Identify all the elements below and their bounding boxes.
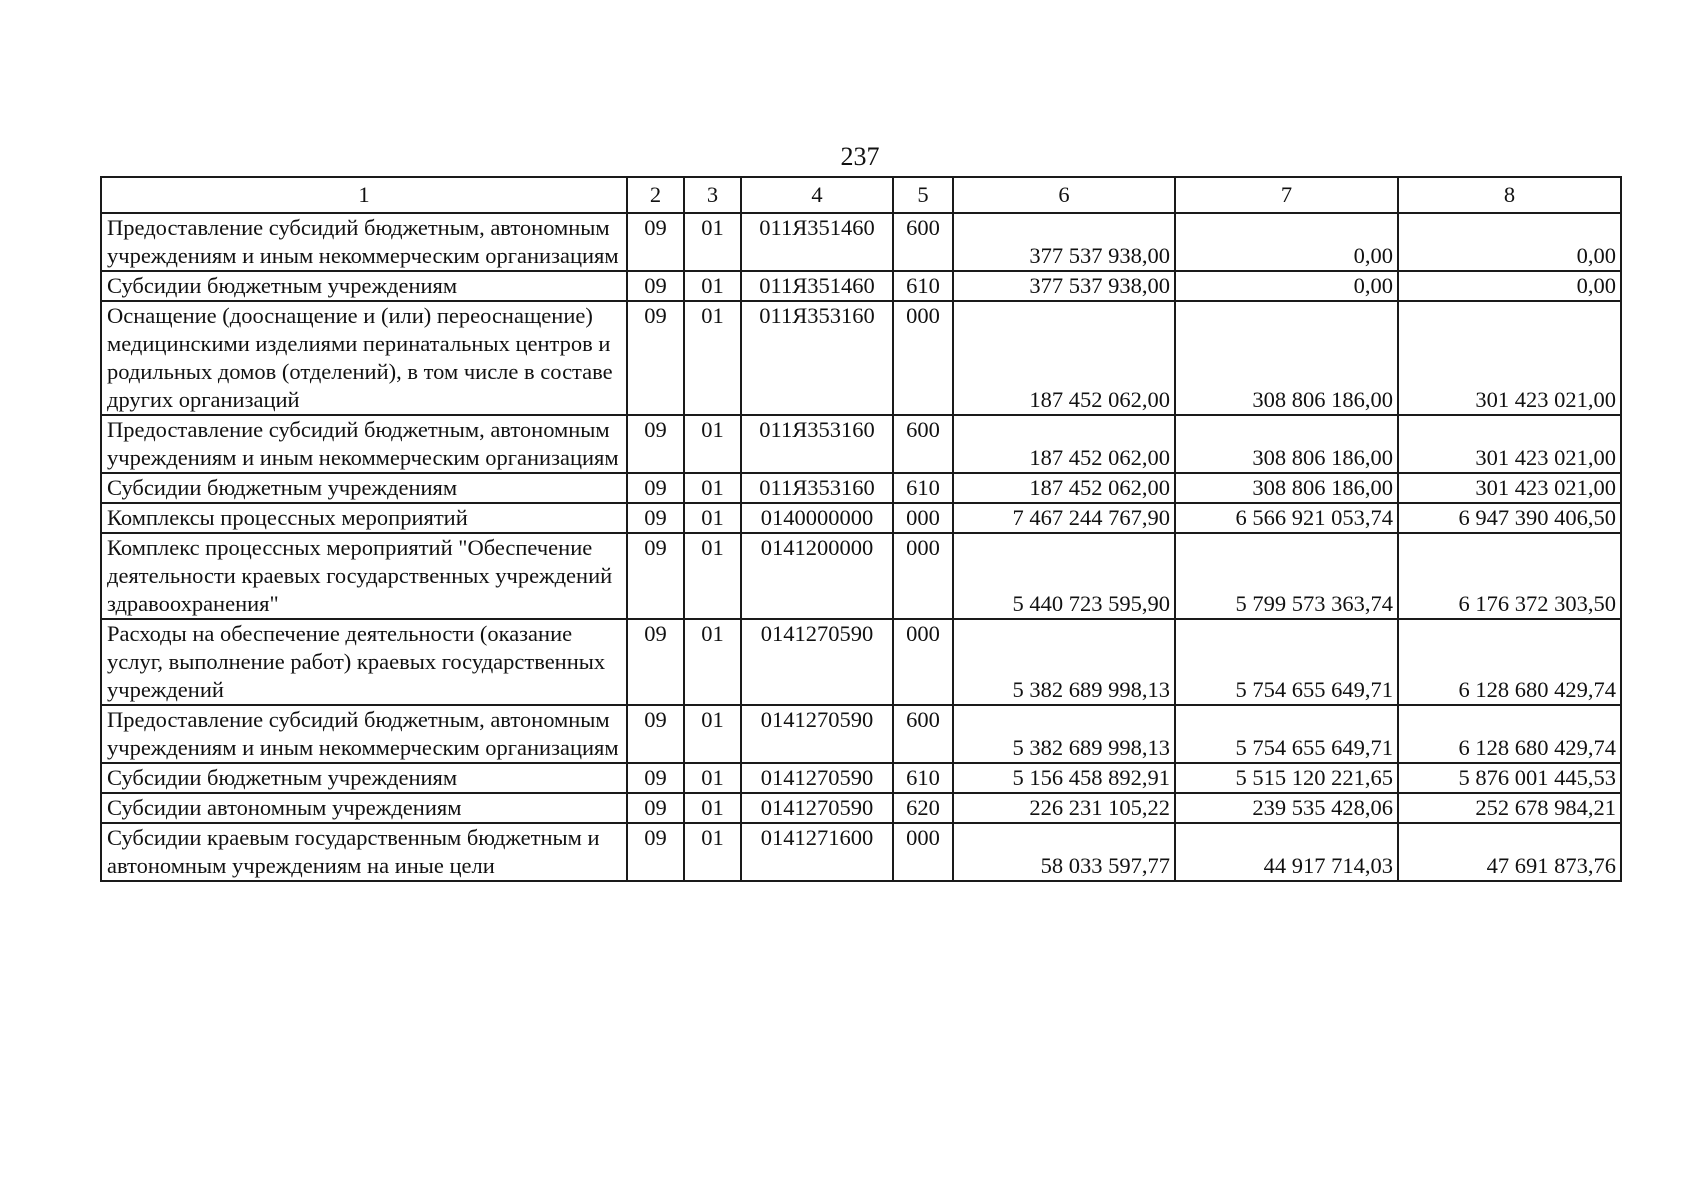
table-row xyxy=(101,533,1621,619)
row-name: Расходы на обеспечение деятельности (оказание услуг, выполнение работ) краевых государственных учреждений xyxy=(101,619,627,705)
row-expense-type: 600 xyxy=(893,213,953,271)
budget-table xyxy=(100,176,1622,882)
row-subsection: 01 xyxy=(684,823,741,881)
row-amount-col7: 5 515 120 221,65 xyxy=(1175,763,1398,793)
row-section: 09 xyxy=(627,533,684,619)
row-target-article: 011Я351460 xyxy=(741,213,893,271)
table-row xyxy=(101,503,1621,533)
table-row xyxy=(101,793,1621,823)
row-section: 09 xyxy=(627,503,684,533)
row-target-article: 0141270590 xyxy=(741,793,893,823)
row-section: 09 xyxy=(627,823,684,881)
row-expense-type: 610 xyxy=(893,271,953,301)
row-amount-col8: 6 128 680 429,74 xyxy=(1398,705,1621,763)
row-expense-type: 000 xyxy=(893,503,953,533)
row-expense-type: 620 xyxy=(893,793,953,823)
row-subsection: 01 xyxy=(684,619,741,705)
row-expense-type: 000 xyxy=(893,619,953,705)
row-section: 09 xyxy=(627,705,684,763)
table-row xyxy=(101,473,1621,503)
row-amount-col6: 5 440 723 595,90 xyxy=(953,533,1175,619)
row-amount-col6: 187 452 062,00 xyxy=(953,473,1175,503)
row-subsection: 01 xyxy=(684,415,741,473)
row-name: Субсидии автономным учреждениям xyxy=(101,793,627,823)
row-amount-col6: 187 452 062,00 xyxy=(953,301,1175,415)
row-amount-col8: 6 176 372 303,50 xyxy=(1398,533,1621,619)
row-section: 09 xyxy=(627,763,684,793)
row-target-article: 011Я353160 xyxy=(741,301,893,415)
row-amount-col6: 7 467 244 767,90 xyxy=(953,503,1175,533)
row-section: 09 xyxy=(627,271,684,301)
row-section: 09 xyxy=(627,793,684,823)
row-expense-type: 000 xyxy=(893,301,953,415)
row-amount-col8: 6 947 390 406,50 xyxy=(1398,503,1621,533)
row-subsection: 01 xyxy=(684,473,741,503)
row-name: Комплексы процессных мероприятий xyxy=(101,503,627,533)
row-amount-col8: 6 128 680 429,74 xyxy=(1398,619,1621,705)
row-section: 09 xyxy=(627,619,684,705)
row-subsection: 01 xyxy=(684,213,741,271)
row-section: 09 xyxy=(627,415,684,473)
row-amount-col7: 0,00 xyxy=(1175,271,1398,301)
row-subsection: 01 xyxy=(684,301,741,415)
table-row xyxy=(101,823,1621,881)
row-name: Субсидии бюджетным учреждениям xyxy=(101,271,627,301)
row-amount-col7: 308 806 186,00 xyxy=(1175,473,1398,503)
row-amount-col6: 5 382 689 998,13 xyxy=(953,619,1175,705)
row-amount-col6: 187 452 062,00 xyxy=(953,415,1175,473)
row-subsection: 01 xyxy=(684,533,741,619)
row-expense-type: 600 xyxy=(893,705,953,763)
row-amount-col6: 5 156 458 892,91 xyxy=(953,763,1175,793)
row-section: 09 xyxy=(627,473,684,503)
row-subsection: 01 xyxy=(684,793,741,823)
table-row xyxy=(101,415,1621,473)
header-cell-6: 6 xyxy=(953,177,1175,213)
row-amount-col7: 308 806 186,00 xyxy=(1175,301,1398,415)
table-row xyxy=(101,705,1621,763)
row-target-article: 0141270590 xyxy=(741,705,893,763)
row-amount-col6: 377 537 938,00 xyxy=(953,271,1175,301)
row-amount-col6: 58 033 597,77 xyxy=(953,823,1175,881)
row-subsection: 01 xyxy=(684,763,741,793)
row-amount-col7: 6 566 921 053,74 xyxy=(1175,503,1398,533)
row-amount-col8: 252 678 984,21 xyxy=(1398,793,1621,823)
row-amount-col7: 44 917 714,03 xyxy=(1175,823,1398,881)
row-amount-col7: 5 754 655 649,71 xyxy=(1175,705,1398,763)
row-amount-col8: 5 876 001 445,53 xyxy=(1398,763,1621,793)
row-target-article: 0141270590 xyxy=(741,619,893,705)
row-expense-type: 000 xyxy=(893,823,953,881)
row-expense-type: 600 xyxy=(893,415,953,473)
header-cell-4: 4 xyxy=(741,177,893,213)
row-subsection: 01 xyxy=(684,705,741,763)
row-amount-col6: 5 382 689 998,13 xyxy=(953,705,1175,763)
row-amount-col8: 0,00 xyxy=(1398,271,1621,301)
row-amount-col8: 0,00 xyxy=(1398,213,1621,271)
header-cell-5: 5 xyxy=(893,177,953,213)
row-subsection: 01 xyxy=(684,503,741,533)
row-amount-col7: 308 806 186,00 xyxy=(1175,415,1398,473)
row-name: Субсидии бюджетным учреждениям xyxy=(101,473,627,503)
row-section: 09 xyxy=(627,213,684,271)
table-row xyxy=(101,213,1621,271)
header-cell-8: 8 xyxy=(1398,177,1621,213)
header-cell-2: 2 xyxy=(627,177,684,213)
table-row xyxy=(101,271,1621,301)
row-name: Субсидии краевым государственным бюджетным и автономным учреждениям на иные цели xyxy=(101,823,627,881)
row-name: Комплекс процессных мероприятий "Обеспечение деятельности краевых государственных учреждений здравоохранения" xyxy=(101,533,627,619)
header-row xyxy=(101,177,1621,213)
row-target-article: 0141270590 xyxy=(741,763,893,793)
row-name: Оснащение (дооснащение и (или) переоснащение) медицинскими изделиями перинатальных центров и родильных домов (отделений), в том числе в составе других организаций xyxy=(101,301,627,415)
table-row xyxy=(101,301,1621,415)
row-amount-col7: 5 799 573 363,74 xyxy=(1175,533,1398,619)
row-amount-col7: 0,00 xyxy=(1175,213,1398,271)
row-target-article: 011Я353160 xyxy=(741,473,893,503)
table-row xyxy=(101,763,1621,793)
row-expense-type: 000 xyxy=(893,533,953,619)
row-amount-col8: 47 691 873,76 xyxy=(1398,823,1621,881)
row-target-article: 011Я351460 xyxy=(741,271,893,301)
row-amount-col7: 5 754 655 649,71 xyxy=(1175,619,1398,705)
row-amount-col6: 226 231 105,22 xyxy=(953,793,1175,823)
row-target-article: 0141271600 xyxy=(741,823,893,881)
row-amount-col8: 301 423 021,00 xyxy=(1398,301,1621,415)
row-amount-col8: 301 423 021,00 xyxy=(1398,415,1621,473)
row-target-article: 0140000000 xyxy=(741,503,893,533)
header-cell-3: 3 xyxy=(684,177,741,213)
table-row xyxy=(101,619,1621,705)
row-amount-col7: 239 535 428,06 xyxy=(1175,793,1398,823)
row-section: 09 xyxy=(627,301,684,415)
row-amount-col6: 377 537 938,00 xyxy=(953,213,1175,271)
row-name: Предоставление субсидий бюджетным, автономным учреждениям и иным некоммерческим организациям xyxy=(101,415,627,473)
row-name: Субсидии бюджетным учреждениям xyxy=(101,763,627,793)
row-subsection: 01 xyxy=(684,271,741,301)
row-amount-col8: 301 423 021,00 xyxy=(1398,473,1621,503)
header-cell-1: 1 xyxy=(101,177,627,213)
page-number: 237 xyxy=(840,142,880,171)
row-target-article: 0141200000 xyxy=(741,533,893,619)
row-target-article: 011Я353160 xyxy=(741,415,893,473)
row-expense-type: 610 xyxy=(893,473,953,503)
header-cell-7: 7 xyxy=(1175,177,1398,213)
row-name: Предоставление субсидий бюджетным, автономным учреждениям и иным некоммерческим организациям xyxy=(101,213,627,271)
row-name: Предоставление субсидий бюджетным, автономным учреждениям и иным некоммерческим организациям xyxy=(101,705,627,763)
row-expense-type: 610 xyxy=(893,763,953,793)
